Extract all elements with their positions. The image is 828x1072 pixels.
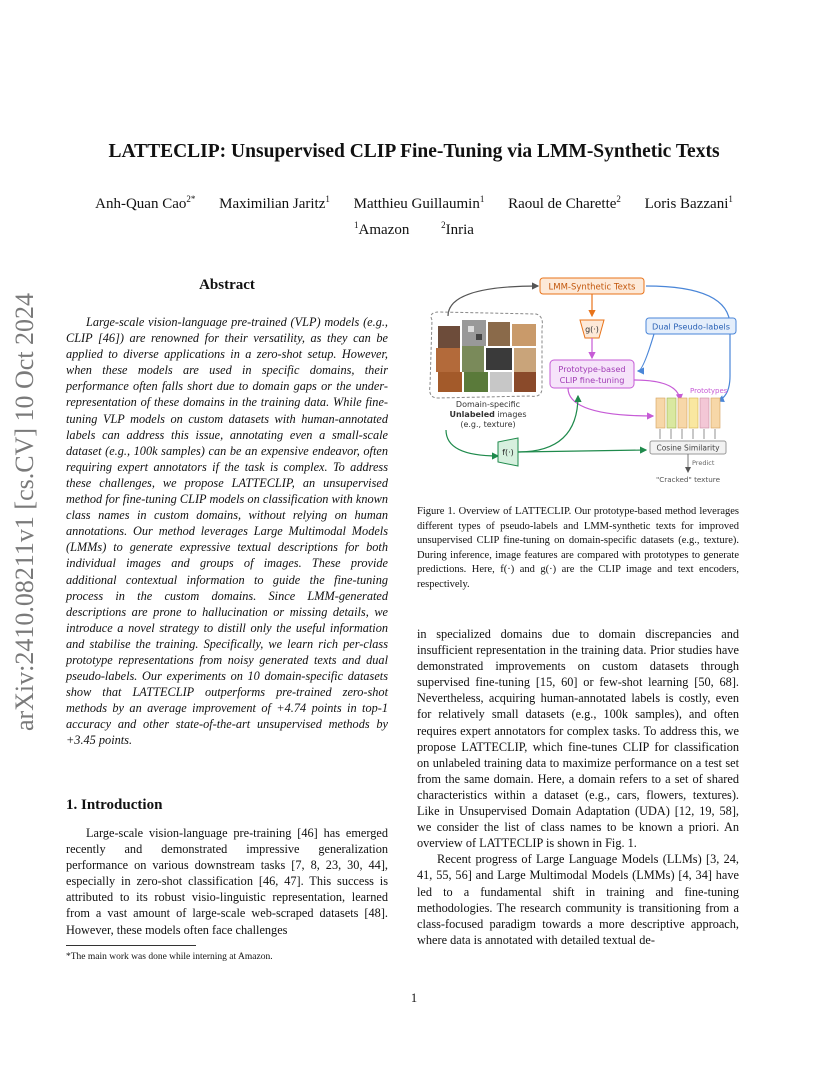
author-1: Anh-Quan Cao$^{2*}$ [95,194,196,212]
intro-text: Large-scale vision-language pre-training [46] has emerged recently and demonstrated impressive generalization performance on various downstream tasks [7, 8, 23, 30, 44], especially in zero-shot classification [46, 47]. This success is attributed to its robust visio-linguistic representation, learned from a vast amount of large-scale web-scraped datasets [48]. However, these models often face challenges [66,826,388,937]
page-number: 1 [410,991,418,1005]
arrow-f-proto [518,396,578,452]
proto-ft-label-2: CLIP fine-tuning [559,375,625,385]
author-2: Maximilian Jaritz$^1$ [219,194,330,212]
abstract-text: Large-scale vision-language pre-trained (VLP) models (e.g., CLIP [46]) are renowned for their versatility, as they can be applied to diverse applications in a zero-shot setup. However, when these models are used in specific domains, their performance often falls short due to domain gaps or the under-representation of these domains in the training data. While fine-tuning VLP models on custom datasets with human-annotated labels can address this issue, annotating even a small-scale dataset (e.g., 100k samples) can be an expensive endeavor, often requiring expert annotators if the task is complex. To address these challenges, we propose LATTECLIP, an unsupervised method for fine-tuning CLIP models on classification with known class names in custom domains, without relying on human annotations. Our method leverages Large Multimodal Models (LMMs) to generate expressive textual descriptions for both individual images and groups of images. These provide additional contextual information to guide the fine-tuning process in the custom domains. Since LMM-generated descriptions are prone to hallucination or missing details, we introduce a novel strategy to distill only the useful information and stabilise the training. Specifically, we learn rich per-class prototype representations from noisy generated texts and dual pseudo-labels. Our experiments on 10 domain-specific datasets show that LATTECLIP outperforms pre-trained zero-shot methods by an average improvement of +4.74 points in top-1 accuracy and other state-of-the-art unsupervised methods by +3.45 points. [66,315,388,748]
abstract-body [66,314,388,749]
intro-body [66,825,388,938]
author-list [0,194,828,213]
arxiv-id: arXiv:2410.08211v1 [cs.CV] 10 Oct 2024 [10,292,39,732]
arrow-blue-loop [646,286,730,401]
arrow-proto-bars [568,388,653,416]
g-label: g(·) [585,325,599,334]
predict-label: Predict [692,459,715,467]
cosine-label: Cosine Similarity [656,443,720,453]
arrow-images-to-lmm [448,286,538,316]
right-column-body [417,626,739,948]
author-3: Matthieu Guillaumin$^1$ [353,194,485,212]
domain-label-3: (e.g., texture) [460,420,516,429]
dual-pseudo-label: Dual Pseudo-labels [651,321,731,332]
arxiv-stamp [10,292,40,732]
intro-heading: 1. Introduction [66,797,163,813]
author-5: Loris Bazzani$^1$ [644,194,733,212]
overview-figure [418,276,740,486]
domain-label-1: Domain-specific [455,400,521,409]
author-4: Raoul de Charette$^2$ [508,194,621,212]
abstract-heading: Abstract [199,277,255,293]
affiliations [0,220,828,239]
proto-ft-label-1: Prototype-based [558,364,626,374]
domain-label-2: Unlabeled images [449,410,527,419]
affiliation-2: $^2$Inria [441,220,474,238]
arrow-proto-out [634,380,680,400]
right-paragraph-2: Recent progress of Large Language Models (LLMs) [3, 24, 41, 55, 56] and Large Multimodal Models (LMMs) [4, 34] have led to a fundamental shift in training and fine-tuning methodologies. The research community is transitioning from a class-focused paradigm towards a more descriptive approach, where data is annotated with detailed textual de- [417,852,739,947]
texture-images [430,312,543,398]
footnote: *The main work was done while interning at Amazon. [66,952,273,962]
right-paragraph-1: in specialized domains due to domain discrepancies and insufficient representation in the training data. Prior studies have demonstrated improvements on custom datasets through supervised fine-tuning [15, 60] or few-shot learning [50, 68]. Nevertheless, acquiring human-annotated labels is costly, even for relatively small datasets (e.g., 100k samples), and often requires expert annotators for complex tasks. To address this, we propose LATTECLIP, which fine-tunes CLIP for classification on unlabeled training data to maximize performance on a test set from the same domain. Here, a domain refers to a set of shared characteristics within a dataset (e.g., cars, flowers, textures). Like in Unsupervised Domain Adaptation (UDA) [12, 19, 58], we consider the list of class names to be known a priori. An overview of LATTECLIP is shown in Fig. 1. [417,627,739,851]
prototype-bars [656,398,720,439]
arrow-dual-proto [638,334,654,371]
cracked-label: "Cracked" texture [655,475,721,484]
arrow-images-f [446,430,498,456]
caption-text: Figure 1. Overview of LATTECLIP. Our prototype-based method leverages different types of pseudo-labels and LMM-synthetic texts for improved unsupervised CLIP fine-tuning on domain-specific datasets (e.g., texture). During inference, image features are compared with prototypes to generate predictions. Here, f(·) and g(·) are the CLIP image and text encoders, respectively. [417,506,739,590]
paper-title [0,141,828,163]
figure-caption [417,505,739,592]
f-label: f(·) [502,448,514,457]
footnote-rule [66,945,196,946]
affiliation-1: $^1$Amazon [354,220,410,238]
lmm-label: LMM-Synthetic Texts [548,282,636,293]
title-text: LATTECLIP: Unsupervised CLIP Fine-Tuning via LMM-Synthetic Texts [108,141,720,162]
prototypes-label: Prototypes [690,387,728,395]
